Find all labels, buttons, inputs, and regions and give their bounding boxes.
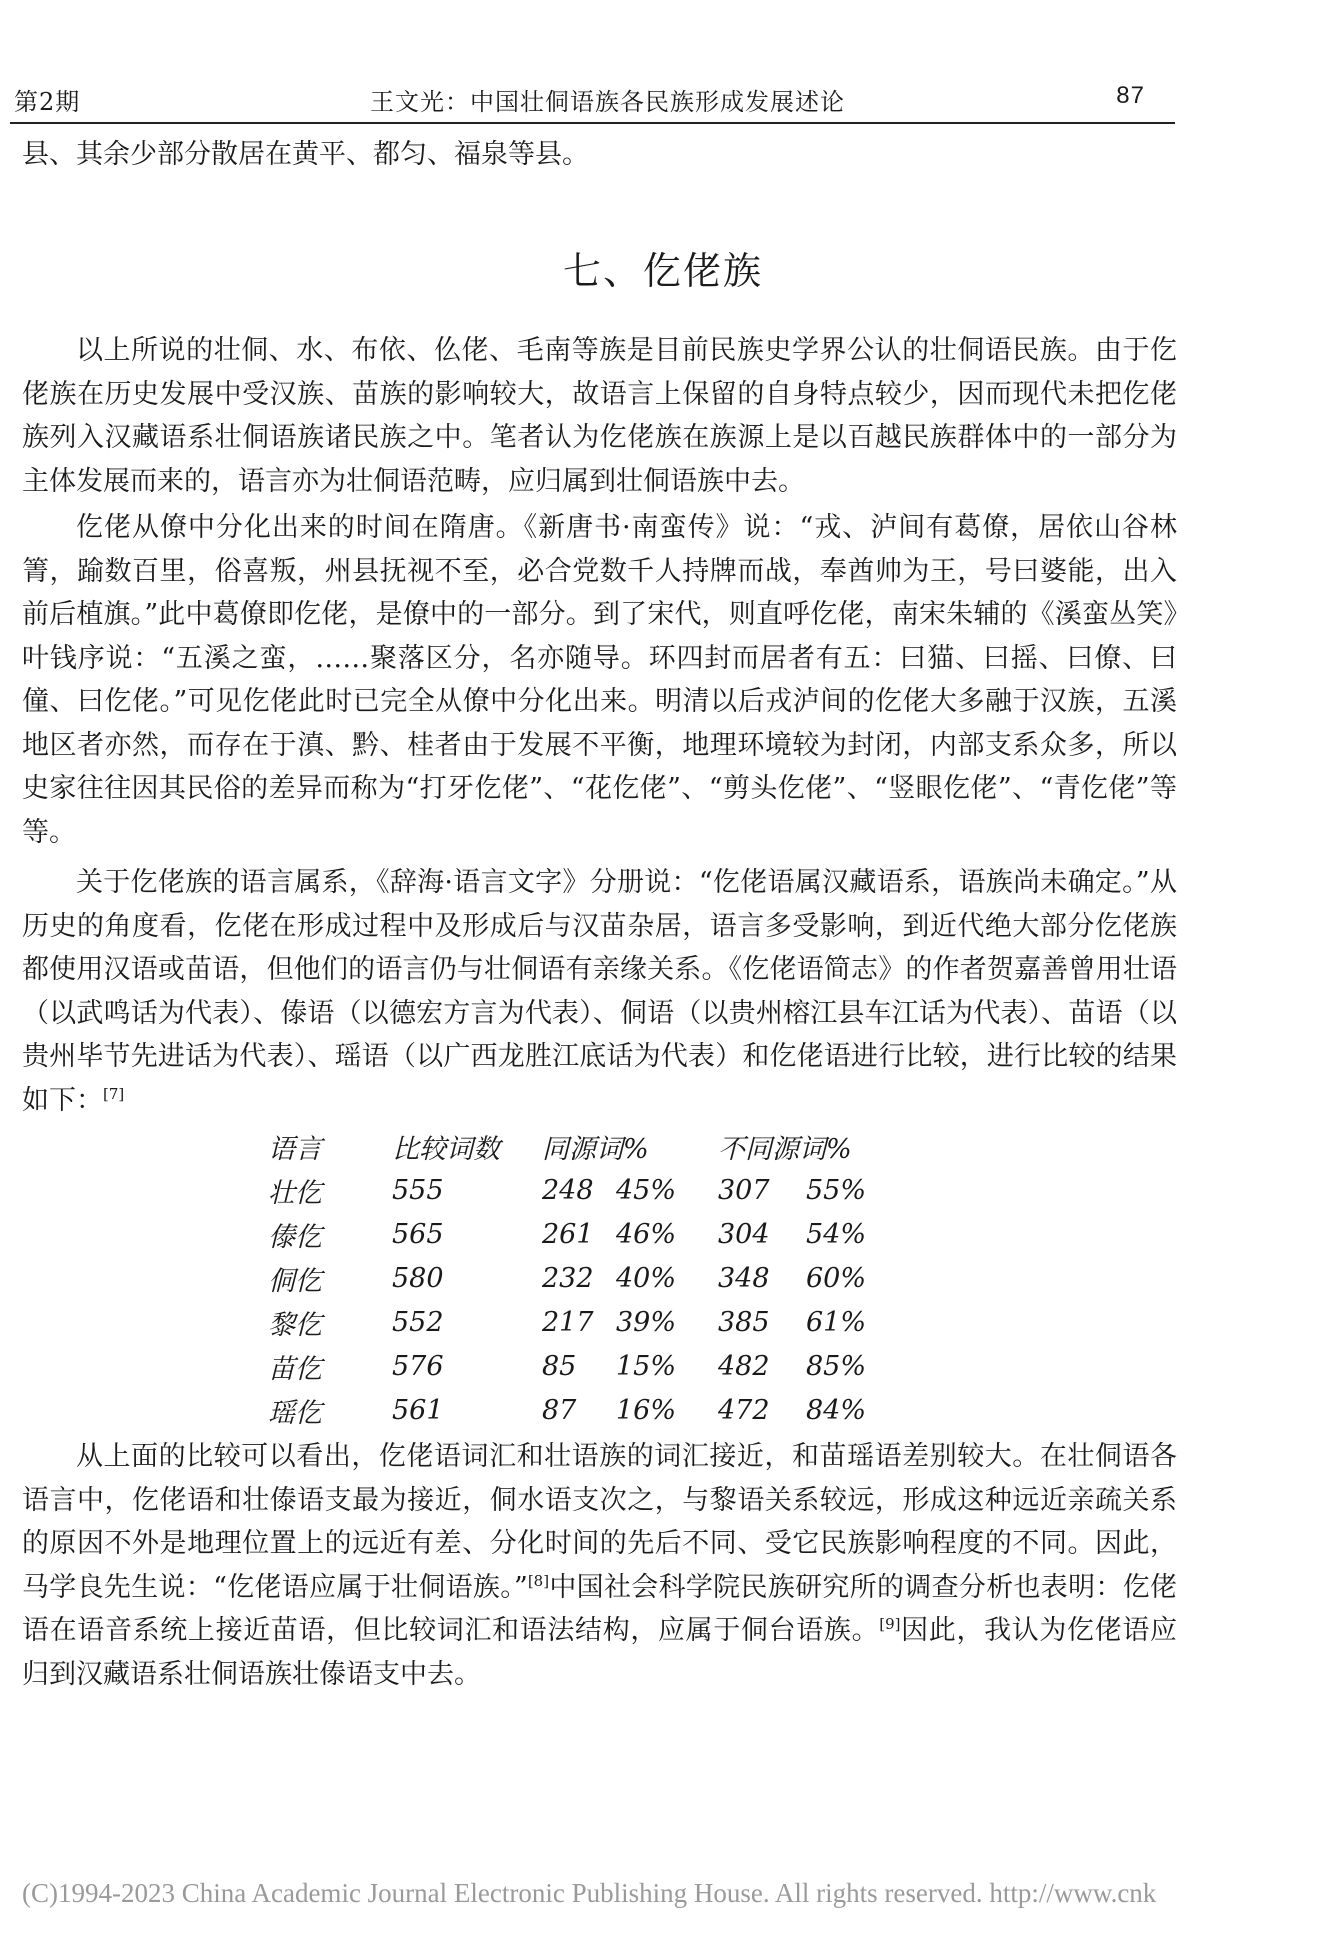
cell-word-count: 552	[392, 1306, 444, 1338]
cell-cognate-count: 232	[542, 1262, 594, 1294]
issue-label: 第2期	[14, 88, 81, 116]
table-row	[268, 1388, 886, 1432]
cell-language: 壮仡	[268, 1177, 322, 1209]
cell-noncognate-count: 482	[718, 1350, 770, 1382]
cell-language: 侗仡	[268, 1265, 322, 1297]
cell-noncognate-percent: 60%	[806, 1262, 867, 1294]
running-header	[10, 78, 1175, 124]
header-cognate: 同源词%	[542, 1133, 649, 1165]
reference-9[interactable]: [9]	[879, 1615, 901, 1633]
cell-cognate-percent: 39%	[616, 1306, 677, 1338]
cell-word-count: 565	[392, 1218, 444, 1250]
header-noncognate: 不同源词%	[718, 1133, 852, 1165]
table-row	[268, 1168, 886, 1212]
paragraph-3-text: 关于仡佬族的语言属系，《辞海·语言文字》分册说：“仡佬语属汉藏语系，语族尚未确定。”从历史的角度看，仡佬在形成过程中及形成后与汉苗杂居，语言多受影响，到近代绝大部分仡佬族都使用汉语或苗语，但他们的语言仍与壮侗语有亲缘关系。《仡佬语简志》的作者贺嘉善曾用壮语（以武鸣话为代表）、傣语（以德宏方言为代表）、侗语（以贵州榕江县车江话为代表）、苗语（以贵州毕节先进话为代表）、瑶语（以广西龙胜江底话为代表）和仡佬语进行比较，进行比较的结果如下：	[22, 867, 1177, 1116]
reference-8[interactable]: [8]	[527, 1571, 550, 1590]
cell-cognate-count: 87	[542, 1394, 577, 1426]
cell-noncognate-count: 304	[718, 1218, 770, 1250]
copyright-footer: (C)1994-2023 China Academic Journal Electronic Publishing House. All rights reserved. http://www.cnk	[22, 1878, 1157, 1908]
cell-language: 苗仡	[268, 1353, 322, 1385]
cell-language: 黎仡	[268, 1309, 322, 1341]
reference-7[interactable]: [7]	[103, 1084, 125, 1103]
cell-noncognate-count: 307	[718, 1174, 770, 1206]
cell-noncognate-percent: 84%	[806, 1394, 867, 1426]
paragraph-1: 以上所说的壮侗、水、布依、仫佬、毛南等族是目前民族史学界公认的壮侗语民族。由于仡佬族在历史发展中受汉族、苗族的影响较大，故语言上保留的自身特点较少，因而现代未把仡佬族列入汉藏语系壮侗语族诸民族之中。笔者认为仡佬族在族源上是以百越民族群体中的一部分为主体发展而来的，语言亦为壮侗语范畴，应归属到壮侗语族中去。	[22, 335, 1177, 497]
cell-word-count: 580	[392, 1262, 444, 1294]
cell-word-count: 561	[392, 1394, 444, 1426]
table-row	[268, 1212, 886, 1256]
paragraph-3	[22, 861, 1177, 1122]
paragraph-5-text: 因此，我认为仡佬语应归到汉藏语系壮侗语族壮傣语支中去。	[22, 1615, 1178, 1690]
table-row	[268, 1256, 886, 1300]
section-title: 七、仡佬族	[562, 249, 763, 293]
table-header-row	[268, 1124, 886, 1168]
cell-cognate-percent: 46%	[616, 1218, 677, 1250]
cell-cognate-percent: 45%	[616, 1174, 677, 1206]
cell-noncognate-count: 348	[718, 1262, 770, 1294]
cell-noncognate-percent: 61%	[806, 1306, 867, 1338]
paragraph-4-text-b: 中国社会科学院民族研究所的调查分析也表明：仡佬语在语音系统上接近苗语，但比较词汇和语法结构，应属于侗台语族。	[22, 1571, 1177, 1646]
cell-cognate-count: 85	[542, 1350, 577, 1382]
cell-noncognate-percent: 55%	[806, 1174, 867, 1206]
paragraph-2: 仡佬从僚中分化出来的时间在隋唐。《新唐书·南蛮传》说：“戎、泸间有葛僚，居依山谷林箐，踰数百里，俗喜叛，州县抚视不至，必合党数千人持牌而战，奉酋帅为王，号曰婆能，出入前后植旗。”此中葛僚即仡佬，是僚中的一部分。到了宋代，则直呼仡佬，南宋朱辅的《溪蛮丛笑》叶钱序说：“五溪之蛮，……聚落区分，名亦随导。环四封而居者有五：曰猫、曰摇、曰僚、曰僮、曰仡佬。”可见仡佬此时已完全从僚中分化出来。明清以后戎泸间的仡佬大多融于汉族，五溪地区者亦然，而存在于滇、黔、桂者由于发展不平衡，地理环境较为封闭，内部支系众多，所以史家往往因其民俗的差异而称为“打牙仡佬”、“花仡佬”、“剪头仡佬”、“竖眼仡佬”、“青仡佬”等等。	[22, 512, 1177, 848]
cell-noncognate-count: 385	[718, 1306, 770, 1338]
cell-cognate-percent: 15%	[616, 1350, 677, 1382]
paragraph-4-text-a: 从上面的比较可以看出，仡佬语词汇和壮语族的词汇接近，和苗瑶语差别较大。在壮侗语各语言中，仡佬语和壮傣语支最为接近，侗水语支次之，与黎语关系较远，形成这种远近亲疏关系的原因不外是地理位置上的远近有差、分化时间的先后不同、受它民族影响程度的不同。因此，马学良先生说：“仡佬语应属于壮侗语族。”	[22, 1441, 1177, 1603]
running-title: 王文光：中国壮侗语族各民族形成发展述论	[370, 88, 845, 116]
header-word-count: 比较词数	[392, 1133, 500, 1165]
cell-word-count: 576	[392, 1350, 444, 1382]
carryover-paragraph: 县、其余少部分散居在黄平、都匀、福泉等县。	[22, 139, 589, 170]
cell-noncognate-count: 472	[718, 1394, 770, 1426]
cell-cognate-count: 217	[542, 1306, 594, 1338]
cell-cognate-percent: 40%	[616, 1262, 677, 1294]
cell-language: 瑶仡	[268, 1397, 322, 1429]
cell-noncognate-percent: 85%	[806, 1350, 867, 1382]
page-number: 87	[1116, 82, 1145, 109]
cell-cognate-count: 261	[542, 1218, 594, 1250]
cell-language: 傣仡	[268, 1221, 322, 1253]
cell-cognate-count: 248	[542, 1174, 594, 1206]
cell-word-count: 555	[392, 1174, 444, 1206]
paragraph-4	[22, 1435, 1177, 1696]
table-row	[268, 1300, 886, 1344]
header-language: 语言	[268, 1133, 322, 1165]
cell-noncognate-percent: 54%	[806, 1218, 867, 1250]
cognate-comparison-table	[268, 1124, 886, 1432]
table-row	[268, 1344, 886, 1388]
cell-cognate-percent: 16%	[616, 1394, 677, 1426]
